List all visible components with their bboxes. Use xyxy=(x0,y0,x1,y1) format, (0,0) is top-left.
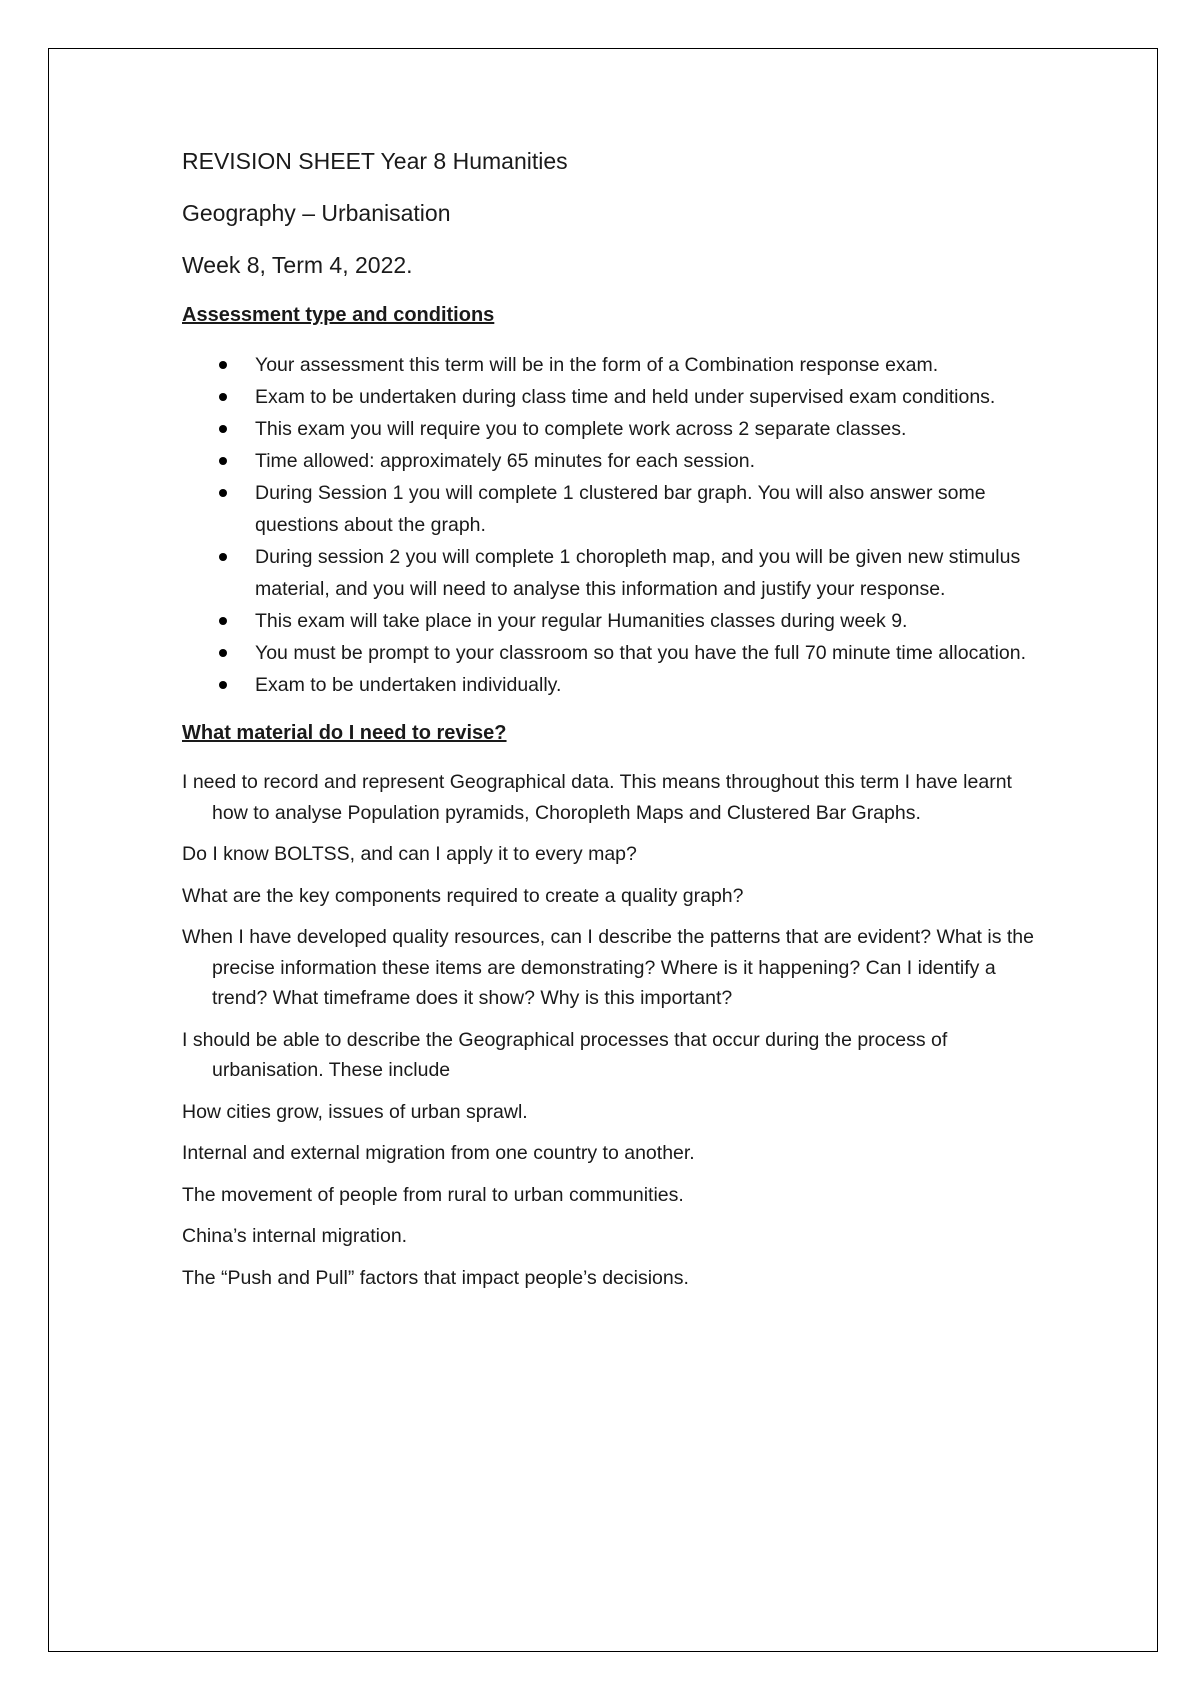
list-item xyxy=(182,541,1042,605)
list-item-text: This exam will take place in your regular Humanities classes during week 9. xyxy=(255,610,908,632)
revise-paragraph: China’s internal migration. xyxy=(182,1225,408,1247)
document-title: REVISION SHEET Year 8 Humanities xyxy=(182,148,568,174)
document-subject: Geography – Urbanisation xyxy=(182,200,451,226)
list-item-text: During session 2 you will complete 1 choropleth map, and you will be given new stimulus material, and you will need to analyse this information and justify your response. xyxy=(255,546,1021,600)
revise-paragraph: How cities grow, issues of urban sprawl. xyxy=(182,1100,528,1123)
bullet-icon xyxy=(219,617,227,625)
list-item-text: Exam to be undertaken individually. xyxy=(255,674,562,696)
revise-paragraph: Internal and external migration from one country to another. xyxy=(182,1142,695,1164)
assessment-list xyxy=(182,349,1042,701)
list-item xyxy=(182,637,1042,669)
bullet-icon xyxy=(219,457,227,465)
list-item xyxy=(182,669,1042,701)
revise-section-title: What material do I need to revise? xyxy=(182,722,507,744)
list-item-text: Exam to be undertaken during class time and held under supervised exam conditions. xyxy=(255,386,996,408)
revise-paragraph: The “Push and Pull” factors that impact people’s decisions. xyxy=(182,1266,689,1289)
bullet-icon xyxy=(219,393,227,401)
list-item xyxy=(182,413,1042,445)
bullet-icon xyxy=(219,361,227,369)
list-item xyxy=(182,605,1042,637)
list-item-text: This exam you will require you to complete work across 2 separate classes. xyxy=(255,418,907,440)
assessment-section-title: Assessment type and conditions xyxy=(182,304,495,326)
list-item xyxy=(182,445,1042,477)
list-item-text: You must be prompt to your classroom so that you have the full 70 minute time allocation. xyxy=(255,642,1027,664)
list-item-text: Your assessment this term will be in the form of a Combination response exam. xyxy=(255,354,939,376)
revise-paragraph: When I have developed quality resources, can I describe the patterns that are evident? What is the precise information these items are demonstrating? Where is it happening? Can I identify a trend? What timeframe does it show? Why is this important? xyxy=(182,926,1034,1009)
document-content xyxy=(182,145,1042,1304)
list-item xyxy=(182,477,1042,541)
revise-paragraph: Do I know BOLTSS, and can I apply it to every map? xyxy=(182,843,637,865)
revise-paragraph: The movement of people from rural to urban communities. xyxy=(182,1183,684,1206)
revise-paragraph: What are the key components required to create a quality graph? xyxy=(182,884,744,907)
bullet-icon xyxy=(219,425,227,433)
revise-paragraph: I need to record and represent Geographical data. This means throughout this term I have learnt how to analyse Population pyramids, Choropleth Maps and Clustered Bar Graphs. xyxy=(182,771,1012,824)
bullet-icon xyxy=(219,681,227,689)
bullet-icon xyxy=(219,489,227,497)
bullet-icon xyxy=(219,649,227,657)
revise-paragraph: I should be able to describe the Geographical processes that occur during the process of urbanisation. These include xyxy=(182,1028,948,1081)
bullet-icon xyxy=(219,553,227,561)
document-date: Week 8, Term 4, 2022. xyxy=(182,252,413,278)
list-item xyxy=(182,349,1042,381)
list-item xyxy=(182,381,1042,413)
list-item-text: Time allowed: approximately 65 minutes for each session. xyxy=(255,450,756,472)
list-item-text: During Session 1 you will complete 1 clustered bar graph. You will also answer some questions about the graph. xyxy=(255,482,986,536)
